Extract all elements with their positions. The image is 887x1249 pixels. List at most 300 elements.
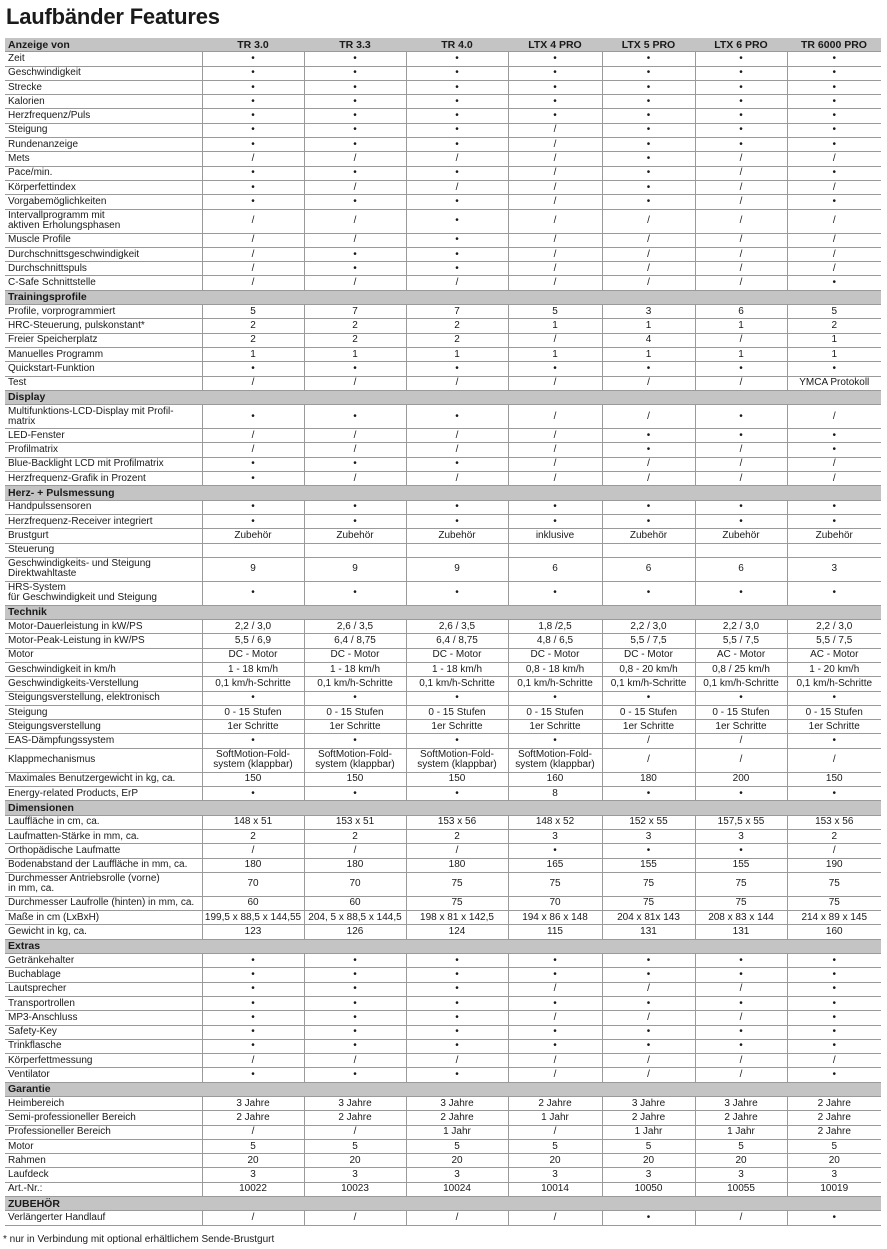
section-cell <box>787 939 881 953</box>
table-cell: 180 <box>406 858 508 872</box>
table-cell: • <box>202 180 304 194</box>
table-cell: 20 <box>202 1154 304 1168</box>
table-row <box>5 1025 881 1039</box>
table-cell: • <box>602 996 695 1010</box>
table-cell: • <box>695 429 787 443</box>
table-cell: • <box>406 405 508 429</box>
table-cell: • <box>202 514 304 528</box>
table-row <box>5 787 881 801</box>
table-cell: • <box>508 996 602 1010</box>
table-cell: • <box>602 968 695 982</box>
row-label: Buchablage <box>5 968 202 982</box>
table-row <box>5 662 881 676</box>
section-header <box>5 1082 881 1096</box>
table-row <box>5 276 881 290</box>
table-cell: • <box>304 457 406 471</box>
table-cell: • <box>787 1025 881 1039</box>
table-cell: / <box>602 262 695 276</box>
table-row <box>5 911 881 925</box>
table-cell: 150 <box>304 772 406 786</box>
section-cell <box>304 605 406 619</box>
table-cell: • <box>406 1025 508 1039</box>
table-cell: / <box>406 1211 508 1225</box>
table-cell: YMCA Protokoll <box>787 376 881 390</box>
table-cell: 70 <box>304 872 406 896</box>
table-row <box>5 691 881 705</box>
table-cell: DC - Motor <box>602 648 695 662</box>
table-cell: / <box>787 1054 881 1068</box>
table-row <box>5 557 881 581</box>
table-cell: 5 <box>202 1139 304 1153</box>
row-label: Herzfrequenz-Grafik in Prozent <box>5 472 202 486</box>
table-cell: 2 <box>406 333 508 347</box>
table-row <box>5 262 881 276</box>
table-cell: • <box>787 1068 881 1082</box>
table-cell: / <box>202 376 304 390</box>
row-label: Semi-professioneller Bereich <box>5 1111 202 1125</box>
table-cell: 75 <box>602 896 695 910</box>
table-cell: / <box>508 376 602 390</box>
table-cell: • <box>602 581 695 605</box>
table-cell: / <box>602 748 695 772</box>
table-cell: • <box>695 514 787 528</box>
section-cell <box>602 605 695 619</box>
table-cell: 0,1 km/h-Schritte <box>406 677 508 691</box>
table-cell: • <box>406 95 508 109</box>
table-cell: / <box>202 1125 304 1139</box>
table-cell: • <box>304 52 406 66</box>
row-label: Heimbereich <box>5 1097 202 1111</box>
table-row <box>5 1068 881 1082</box>
table-cell: 115 <box>508 925 602 939</box>
table-cell: • <box>406 500 508 514</box>
table-row <box>5 772 881 786</box>
section-cell <box>695 605 787 619</box>
table-cell: • <box>304 1039 406 1053</box>
table-cell: / <box>202 429 304 443</box>
table-cell: • <box>787 1011 881 1025</box>
table-cell: • <box>304 1068 406 1082</box>
table-cell: • <box>695 968 787 982</box>
table-cell: / <box>695 152 787 166</box>
table-row <box>5 376 881 390</box>
table-cell: / <box>508 166 602 180</box>
table-cell: / <box>602 457 695 471</box>
table-cell: / <box>695 443 787 457</box>
section-cell <box>695 1082 787 1096</box>
table-cell: • <box>406 66 508 80</box>
table-row <box>5 634 881 648</box>
row-label: Verlängerter Handlauf <box>5 1211 202 1225</box>
table-cell: • <box>406 514 508 528</box>
table-cell: / <box>602 247 695 261</box>
table-cell: / <box>202 276 304 290</box>
table-cell: • <box>406 1011 508 1025</box>
table-row <box>5 1011 881 1025</box>
table-cell: 2 Jahre <box>602 1111 695 1125</box>
table-cell: 153 x 56 <box>787 815 881 829</box>
table-cell: 1er Schritte <box>508 720 602 734</box>
table-cell: / <box>602 233 695 247</box>
table-cell: 7 <box>406 305 508 319</box>
table-row <box>5 347 881 361</box>
table-cell: • <box>406 954 508 968</box>
table-cell: 3 Jahre <box>406 1097 508 1111</box>
row-label: Intervallprogramm mit aktiven Erholungsphasen <box>5 209 202 233</box>
row-label: Durchschnittspuls <box>5 262 202 276</box>
table-cell: • <box>304 405 406 429</box>
section-title: ZUBEHÖR <box>5 1197 202 1211</box>
table-cell: 1er Schritte <box>304 720 406 734</box>
table-cell: • <box>202 1011 304 1025</box>
table-row <box>5 925 881 939</box>
row-label: Steigungsverstellung, elektronisch <box>5 691 202 705</box>
table-row <box>5 500 881 514</box>
table-cell: 0,1 km/h-Schritte <box>787 677 881 691</box>
table-cell: 0 - 15 Stufen <box>508 705 602 719</box>
row-label: Herzfrequenz/Puls <box>5 109 202 123</box>
table-cell <box>406 543 508 557</box>
table-row <box>5 858 881 872</box>
table-cell: • <box>304 514 406 528</box>
table-cell: • <box>406 123 508 137</box>
table-cell: 1 Jahr <box>695 1125 787 1139</box>
table-cell: • <box>304 123 406 137</box>
table-cell: / <box>695 1011 787 1025</box>
table-cell: 3 <box>787 1168 881 1182</box>
table-row <box>5 457 881 471</box>
table-cell: 204, 5 x 88,5 x 144,5 <box>304 911 406 925</box>
table-cell: • <box>602 844 695 858</box>
table-cell: • <box>406 996 508 1010</box>
table-cell: • <box>202 195 304 209</box>
features-table <box>5 38 881 1226</box>
table-cell: • <box>602 362 695 376</box>
table-cell: • <box>602 514 695 528</box>
row-label: Handpulssensoren <box>5 500 202 514</box>
table-cell: / <box>695 748 787 772</box>
table-cell: • <box>787 968 881 982</box>
table-cell: / <box>304 152 406 166</box>
section-cell <box>304 390 406 404</box>
row-label: Körperfettindex <box>5 180 202 194</box>
table-cell: • <box>406 982 508 996</box>
table-cell: / <box>304 1211 406 1225</box>
table-cell: 2 Jahre <box>787 1125 881 1139</box>
section-header <box>5 605 881 619</box>
row-label: Lauffläche in cm, ca. <box>5 815 202 829</box>
row-label: Energy-related Products, ErP <box>5 787 202 801</box>
table-cell: 5,5 / 7,5 <box>602 634 695 648</box>
section-cell <box>202 486 304 500</box>
row-label: Herzfrequenz-Receiver integriert <box>5 514 202 528</box>
table-cell: 153 x 51 <box>304 815 406 829</box>
table-cell: Zubehör <box>787 529 881 543</box>
table-cell: • <box>202 362 304 376</box>
table-cell: • <box>695 405 787 429</box>
table-cell: 1 - 18 km/h <box>304 662 406 676</box>
table-cell: 1 <box>695 347 787 361</box>
table-cell: • <box>304 500 406 514</box>
table-cell: / <box>787 262 881 276</box>
table-cell: • <box>406 166 508 180</box>
table-cell: • <box>406 262 508 276</box>
table-cell: / <box>508 429 602 443</box>
table-cell: 1 Jahr <box>406 1125 508 1139</box>
table-cell: • <box>787 66 881 80</box>
table-cell: 204 x 81x 143 <box>602 911 695 925</box>
table-cell: / <box>508 982 602 996</box>
table-row <box>5 514 881 528</box>
table-cell: • <box>602 195 695 209</box>
section-cell <box>787 390 881 404</box>
table-row <box>5 333 881 347</box>
table-cell: • <box>202 52 304 66</box>
section-cell <box>695 801 787 815</box>
table-cell: 75 <box>787 896 881 910</box>
table-cell: 1 - 18 km/h <box>202 662 304 676</box>
section-cell <box>508 290 602 304</box>
table-cell: • <box>202 95 304 109</box>
table-cell: / <box>787 748 881 772</box>
row-label: Maße in cm (LxBxH) <box>5 911 202 925</box>
table-cell: 3 <box>406 1168 508 1182</box>
table-cell: / <box>304 443 406 457</box>
table-cell: SoftMotion-Fold- system (klappbar) <box>406 748 508 772</box>
table-cell: • <box>695 1025 787 1039</box>
row-label: Laufdeck <box>5 1168 202 1182</box>
table-cell: 1er Schritte <box>695 720 787 734</box>
section-cell <box>406 605 508 619</box>
table-cell: • <box>202 734 304 748</box>
table-cell: 200 <box>695 772 787 786</box>
table-cell: 2 Jahre <box>787 1097 881 1111</box>
table-cell: 6 <box>508 557 602 581</box>
table-cell: • <box>304 66 406 80</box>
table-cell: 1 <box>695 319 787 333</box>
table-cell: 0 - 15 Stufen <box>695 705 787 719</box>
table-cell: 3 <box>602 1168 695 1182</box>
table-cell: / <box>602 734 695 748</box>
table-cell <box>508 543 602 557</box>
row-label: EAS-Dämpfungssystem <box>5 734 202 748</box>
table-row <box>5 543 881 557</box>
table-row <box>5 815 881 829</box>
table-row <box>5 1097 881 1111</box>
table-cell: • <box>304 996 406 1010</box>
table-cell: • <box>406 195 508 209</box>
table-cell: • <box>202 405 304 429</box>
table-cell: 10055 <box>695 1182 787 1196</box>
table-cell: 1er Schritte <box>787 720 881 734</box>
table-cell: SoftMotion-Fold- system (klappbar) <box>304 748 406 772</box>
table-row <box>5 138 881 152</box>
table-cell: 2 <box>406 319 508 333</box>
table-cell: • <box>202 996 304 1010</box>
row-label: Körperfettmessung <box>5 1054 202 1068</box>
table-row <box>5 95 881 109</box>
table-cell: 155 <box>695 858 787 872</box>
table-row <box>5 982 881 996</box>
table-cell: DC - Motor <box>406 648 508 662</box>
section-header <box>5 486 881 500</box>
table-cell: • <box>508 734 602 748</box>
table-cell: 20 <box>602 1154 695 1168</box>
table-cell: • <box>602 1025 695 1039</box>
table-cell: / <box>695 233 787 247</box>
table-cell: • <box>406 691 508 705</box>
table-cell: 4,8 / 6,5 <box>508 634 602 648</box>
section-cell <box>602 1082 695 1096</box>
table-cell: • <box>695 362 787 376</box>
table-cell: 1 <box>406 347 508 361</box>
table-cell: 165 <box>508 858 602 872</box>
table-row <box>5 52 881 66</box>
table-cell: 1,8 /2,5 <box>508 620 602 634</box>
row-label: Durchschnittsgeschwindigkeit <box>5 247 202 261</box>
table-row <box>5 720 881 734</box>
table-cell: / <box>508 1211 602 1225</box>
table-cell: 0 - 15 Stufen <box>406 705 508 719</box>
table-cell: / <box>787 180 881 194</box>
section-cell <box>202 290 304 304</box>
table-cell: • <box>787 95 881 109</box>
table-row <box>5 233 881 247</box>
table-cell: 3 <box>787 557 881 581</box>
row-label: Blue-Backlight LCD mit Profilmatrix <box>5 457 202 471</box>
table-cell: • <box>406 787 508 801</box>
table-cell: / <box>508 247 602 261</box>
table-cell: / <box>304 1125 406 1139</box>
table-cell: • <box>695 138 787 152</box>
table-cell: / <box>695 734 787 748</box>
section-header <box>5 290 881 304</box>
section-cell <box>202 390 304 404</box>
row-label: Profile, vorprogrammiert <box>5 305 202 319</box>
table-cell: 3 Jahre <box>695 1097 787 1111</box>
table-cell: 9 <box>406 557 508 581</box>
table-row <box>5 1039 881 1053</box>
model-header: LTX 5 PRO <box>602 38 695 52</box>
table-cell: / <box>304 429 406 443</box>
table-cell: 2 Jahre <box>695 1111 787 1125</box>
table-cell: • <box>304 1025 406 1039</box>
table-cell: / <box>787 209 881 233</box>
row-label: Geschwindigkeits-Verstellung <box>5 677 202 691</box>
table-cell: 3 <box>508 829 602 843</box>
table-cell: • <box>602 109 695 123</box>
table-cell: 10023 <box>304 1182 406 1196</box>
table-row <box>5 195 881 209</box>
table-cell: • <box>602 52 695 66</box>
table-cell: 155 <box>602 858 695 872</box>
table-cell: SoftMotion-Fold- system (klappbar) <box>202 748 304 772</box>
section-cell <box>406 486 508 500</box>
table-cell: • <box>602 500 695 514</box>
table-cell: / <box>202 209 304 233</box>
table-cell: 2 <box>787 319 881 333</box>
table-cell: / <box>406 429 508 443</box>
table-row <box>5 1139 881 1153</box>
table-row <box>5 319 881 333</box>
table-cell: 2 <box>202 319 304 333</box>
table-cell: / <box>602 376 695 390</box>
table-cell: 5,5 / 7,5 <box>695 634 787 648</box>
table-cell: 20 <box>406 1154 508 1168</box>
table-cell <box>304 543 406 557</box>
table-cell: / <box>406 443 508 457</box>
table-cell: 3 <box>695 1168 787 1182</box>
table-cell: 20 <box>304 1154 406 1168</box>
section-cell <box>602 290 695 304</box>
table-cell: 5 <box>202 305 304 319</box>
table-cell: • <box>508 362 602 376</box>
table-cell: 2 <box>202 333 304 347</box>
table-cell: • <box>508 581 602 605</box>
table-row <box>5 581 881 605</box>
table-cell: • <box>787 362 881 376</box>
table-cell: / <box>508 233 602 247</box>
table-cell: / <box>695 457 787 471</box>
table-cell: • <box>787 276 881 290</box>
table-cell: 5 <box>406 1139 508 1153</box>
header-label: Anzeige von <box>5 38 202 52</box>
table-row <box>5 209 881 233</box>
row-label: Steigung <box>5 123 202 137</box>
table-row <box>5 66 881 80</box>
table-row <box>5 1054 881 1068</box>
table-cell: / <box>202 1054 304 1068</box>
row-label: C-Safe Schnittstelle <box>5 276 202 290</box>
table-cell: 150 <box>202 772 304 786</box>
table-cell: 198 x 81 x 142,5 <box>406 911 508 925</box>
section-cell <box>695 939 787 953</box>
table-cell: • <box>695 500 787 514</box>
table-row <box>5 1111 881 1125</box>
table-cell: • <box>304 80 406 94</box>
table-cell: 75 <box>508 872 602 896</box>
table-cell: • <box>602 429 695 443</box>
table-cell: / <box>508 443 602 457</box>
row-label: Professioneller Bereich <box>5 1125 202 1139</box>
row-label: Motor-Dauerleistung in kW/PS <box>5 620 202 634</box>
table-cell: • <box>304 787 406 801</box>
table-cell: • <box>508 95 602 109</box>
table-cell: 190 <box>787 858 881 872</box>
table-cell: • <box>202 581 304 605</box>
table-cell: • <box>602 1039 695 1053</box>
table-cell: Zubehör <box>304 529 406 543</box>
section-cell <box>202 801 304 815</box>
table-cell: • <box>304 734 406 748</box>
section-cell <box>304 1082 406 1096</box>
table-cell: 75 <box>602 872 695 896</box>
table-cell: / <box>508 276 602 290</box>
table-cell: • <box>787 166 881 180</box>
row-label: Multifunktions-LCD-Display mit Profil- matrix <box>5 405 202 429</box>
table-cell: / <box>508 209 602 233</box>
table-cell: 75 <box>406 896 508 910</box>
row-label: Gewicht in kg, ca. <box>5 925 202 939</box>
table-cell: / <box>602 982 695 996</box>
table-cell: • <box>304 954 406 968</box>
table-cell: • <box>202 982 304 996</box>
table-cell: • <box>787 787 881 801</box>
table-cell: / <box>695 180 787 194</box>
table-cell: • <box>304 968 406 982</box>
table-cell: / <box>406 1054 508 1068</box>
table-cell: • <box>304 166 406 180</box>
